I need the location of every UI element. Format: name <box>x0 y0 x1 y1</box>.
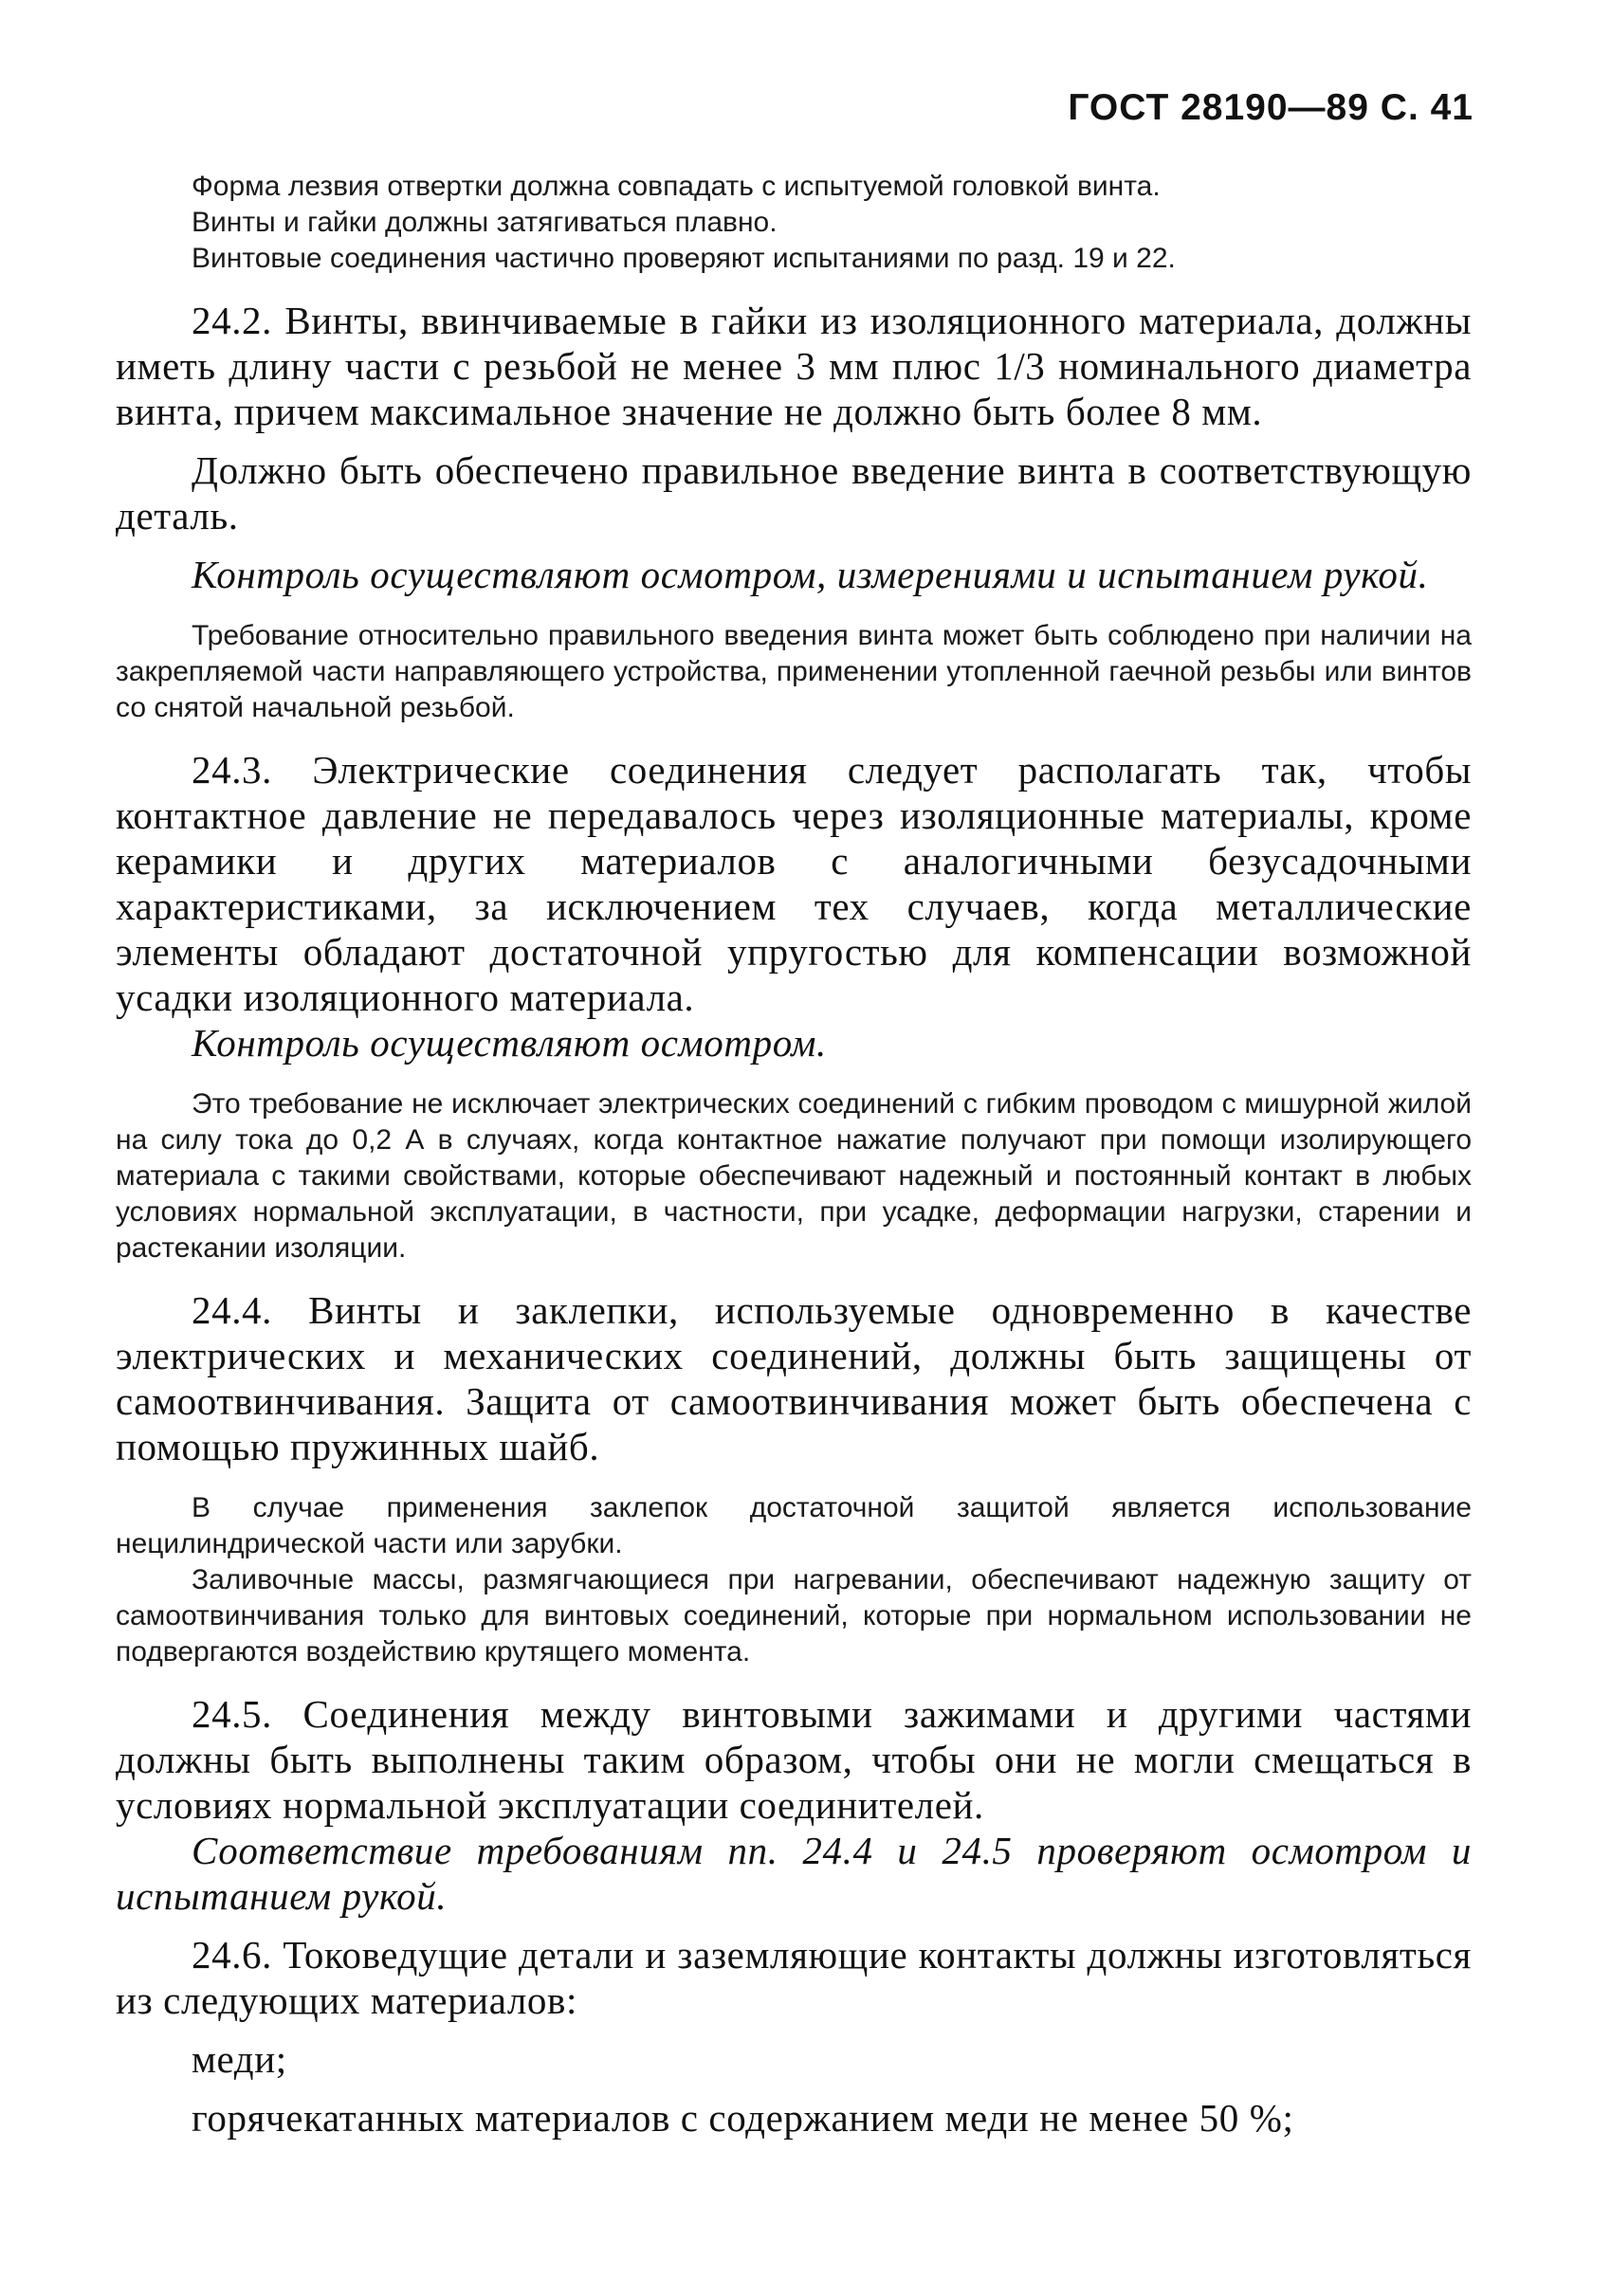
control-24-3: Контроль осуществляют осмотром. <box>192 1021 827 1065</box>
note-blade-shape: Форма лезвия отвертки должна совпадать с испытуемой головкой винта. <box>192 171 1161 202</box>
paragraph-24-2: 24.2. Винты, ввинчиваемые в гайки из изоляционного материала, должны иметь длину части с резьбой не менее 3 мм плюс 1/3 номинального диаметра винта, причем максимальное значение не должно быть более 8 мм. <box>116 299 1472 433</box>
material-hot-rolled: горячекатанных материалов с содержанием меди не менее 50 %; <box>192 2096 1294 2140</box>
paragraph-24-5: 24.5. Соединения между винтовыми зажимами и другими частями должны быть выполнены таким образом, чтобы они не могли смещаться в условиях нормальной эксплуатации соединителей. <box>116 1692 1472 1827</box>
note-24-4-rivets: В случае применения заклепок достаточной защитой является использование нецилиндрической части или зарубки. <box>116 1492 1472 1559</box>
page-header: ГОСТ 28190—89 С. 41 <box>1068 87 1474 128</box>
paragraph-24-4: 24.4. Винты и заклепки, используемые одновременно в качестве электрических и механических соединений, должны быть защищены от самоотвинчивания. Защита от самоотвинчивания может быть обеспечена с помощью пружинных шайб. <box>116 1288 1472 1468</box>
paragraph-24-2-insertion: Должно быть обеспечено правильное введение винта в соответствующую деталь. <box>116 448 1472 538</box>
paragraph-24-6: 24.6. Токоведущие детали и заземляющие контакты должны изготовляться из следующих материалов: <box>116 1933 1472 2022</box>
control-24-2: Контроль осуществляют осмотром, измерениями и испытанием рукой. <box>192 553 1429 596</box>
paragraph-24-3: 24.3. Электрические соединения следует располагать так, чтобы контактное давление не передавалось через изоляционные материалы, кроме керамики и других материалов с аналогичными безусадочными характеристиками, за исключением тех случаев, когда металлические элементы обладают достаточной упругостью для компенсации возможной усадки изоляционного материала. <box>116 748 1472 1019</box>
control-24-5: Соответствие требованиям пп. 24.4 и 24.5 проверяют осмотром и испытанием рукой. <box>116 1829 1472 1918</box>
note-24-2: Требование относительно правильного введения винта может быть соблюдено при наличии на закрепляемой части направляющего устройства, применении утопленной гаечной резьбы или винтов со снятой начальной резьбой. <box>116 620 1472 723</box>
note-tighten-smoothly: Винты и гайки должны затягиваться плавно. <box>192 207 778 238</box>
document-body <box>116 169 1472 2141</box>
note-partial-check: Винтовые соединения частично проверяют испытаниями по разд. 19 и 22. <box>192 243 1176 274</box>
note-24-4-compounds: Заливочные массы, размягчающиеся при нагревании, обеспечивают надежную защиту от самоотвинчивания только для винтовых соединений, которые при нормальном использовании не подвергаются воздействию крутящего момента. <box>116 1564 1472 1667</box>
note-24-3: Это требование не исключает электрических соединений с гибким проводом с мишурной жилой на силу тока до 0,2 А в случаях, когда контактное нажатие получают при помощи изолирующего материала с такими свойствами, которые обеспечивают надежный и постоянный контакт в любых условиях нормальной эксплуатации, в частности, при усадке, деформации нагрузки, старении и растекании изоляции. <box>116 1088 1472 1264</box>
material-copper: меди; <box>192 2037 287 2081</box>
